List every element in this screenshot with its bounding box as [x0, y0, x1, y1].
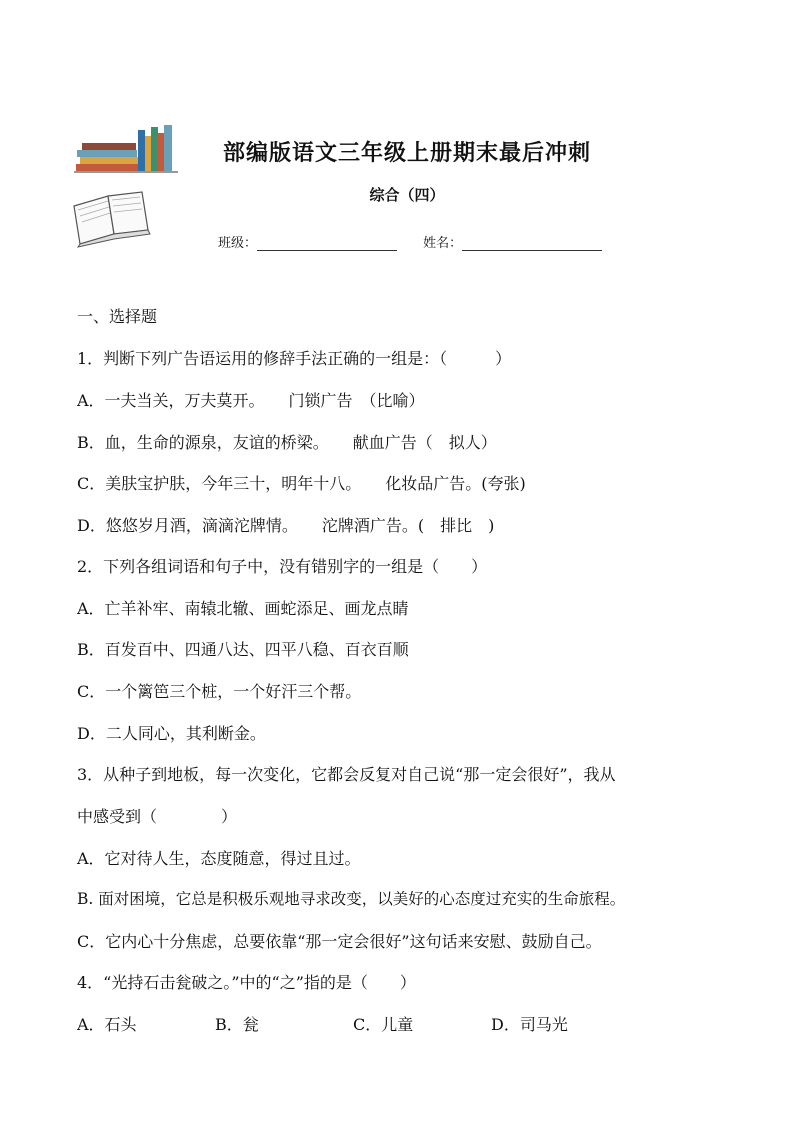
q4-option-c: C．儿童 [353, 1015, 414, 1034]
q1-stem: 1．判断下列广告语运用的修辞手法正确的一组是：（ ） [77, 349, 512, 368]
q3-option-a: A．它对待人生，态度随意，得过且过。 [77, 849, 361, 868]
q4-option-d: D．司马光 [491, 1015, 568, 1034]
q4-option-a: A．石头 [77, 1015, 137, 1034]
q2-option-c: C．一个篱笆三个桩，一个好汗三个帮。 [77, 682, 362, 701]
q4-option-b: B．瓮 [215, 1015, 259, 1034]
q2-option-d: D．二人同心，其利断金。 [77, 724, 266, 743]
section-heading: 一、选择题 [77, 307, 158, 326]
q3-option-c: C．它内心十分焦虑，总要依靠“那一定会很好”这句话来安慰、鼓励自己。 [77, 932, 602, 951]
q1-option-d: D．悠悠岁月酒，滴滴沱牌情。 沱牌酒广告。( 排比 ) [77, 516, 495, 535]
page-subtitle: 综合（四） [369, 186, 445, 204]
q1-option-c: C．美肤宝护肤，今年三十，明年十八。 化妆品广告。(夸张) [77, 474, 526, 493]
name-field[interactable] [462, 236, 602, 251]
student-info-fields [218, 232, 624, 251]
q3-stem-line2: 中感受到（ ） [77, 807, 238, 826]
q3-stem-line1: 3．从种子到地板，每一次变化，它都会反复对自己说“那一定会很好”，我从 [77, 765, 616, 784]
class-label: 班级： [218, 236, 258, 251]
class-field[interactable] [257, 236, 397, 251]
q1-option-b: B．血，生命的源泉，友谊的桥梁。 献血广告（ 拟人） [77, 433, 497, 452]
q3-option-b: B. 面对困境，它总是积极乐观地寻求改变，以美好的心态度过充实的生命旅程。 [77, 890, 626, 908]
q2-option-a: A．亡羊补牢、南辕北辙、画蛇添足、画龙点睛 [77, 599, 409, 618]
name-label: 姓名： [423, 236, 463, 251]
q2-stem: 2．下列各组词语和句子中，没有错别字的一组是（ ） [77, 557, 488, 576]
q2-option-b: B．百发百中、四通八达、四平八稳、百衣百顺 [77, 640, 409, 659]
page-title: 部编版语文三年级上册期末最后冲刺 [222, 140, 591, 166]
q4-options [77, 1012, 629, 1035]
q4-stem: 4．“光持石击瓮破之。”中的“之”指的是（ ） [77, 973, 416, 992]
q1-option-a: A．一夫当关，万夫莫开。 门锁广告 （比喻） [77, 391, 425, 410]
